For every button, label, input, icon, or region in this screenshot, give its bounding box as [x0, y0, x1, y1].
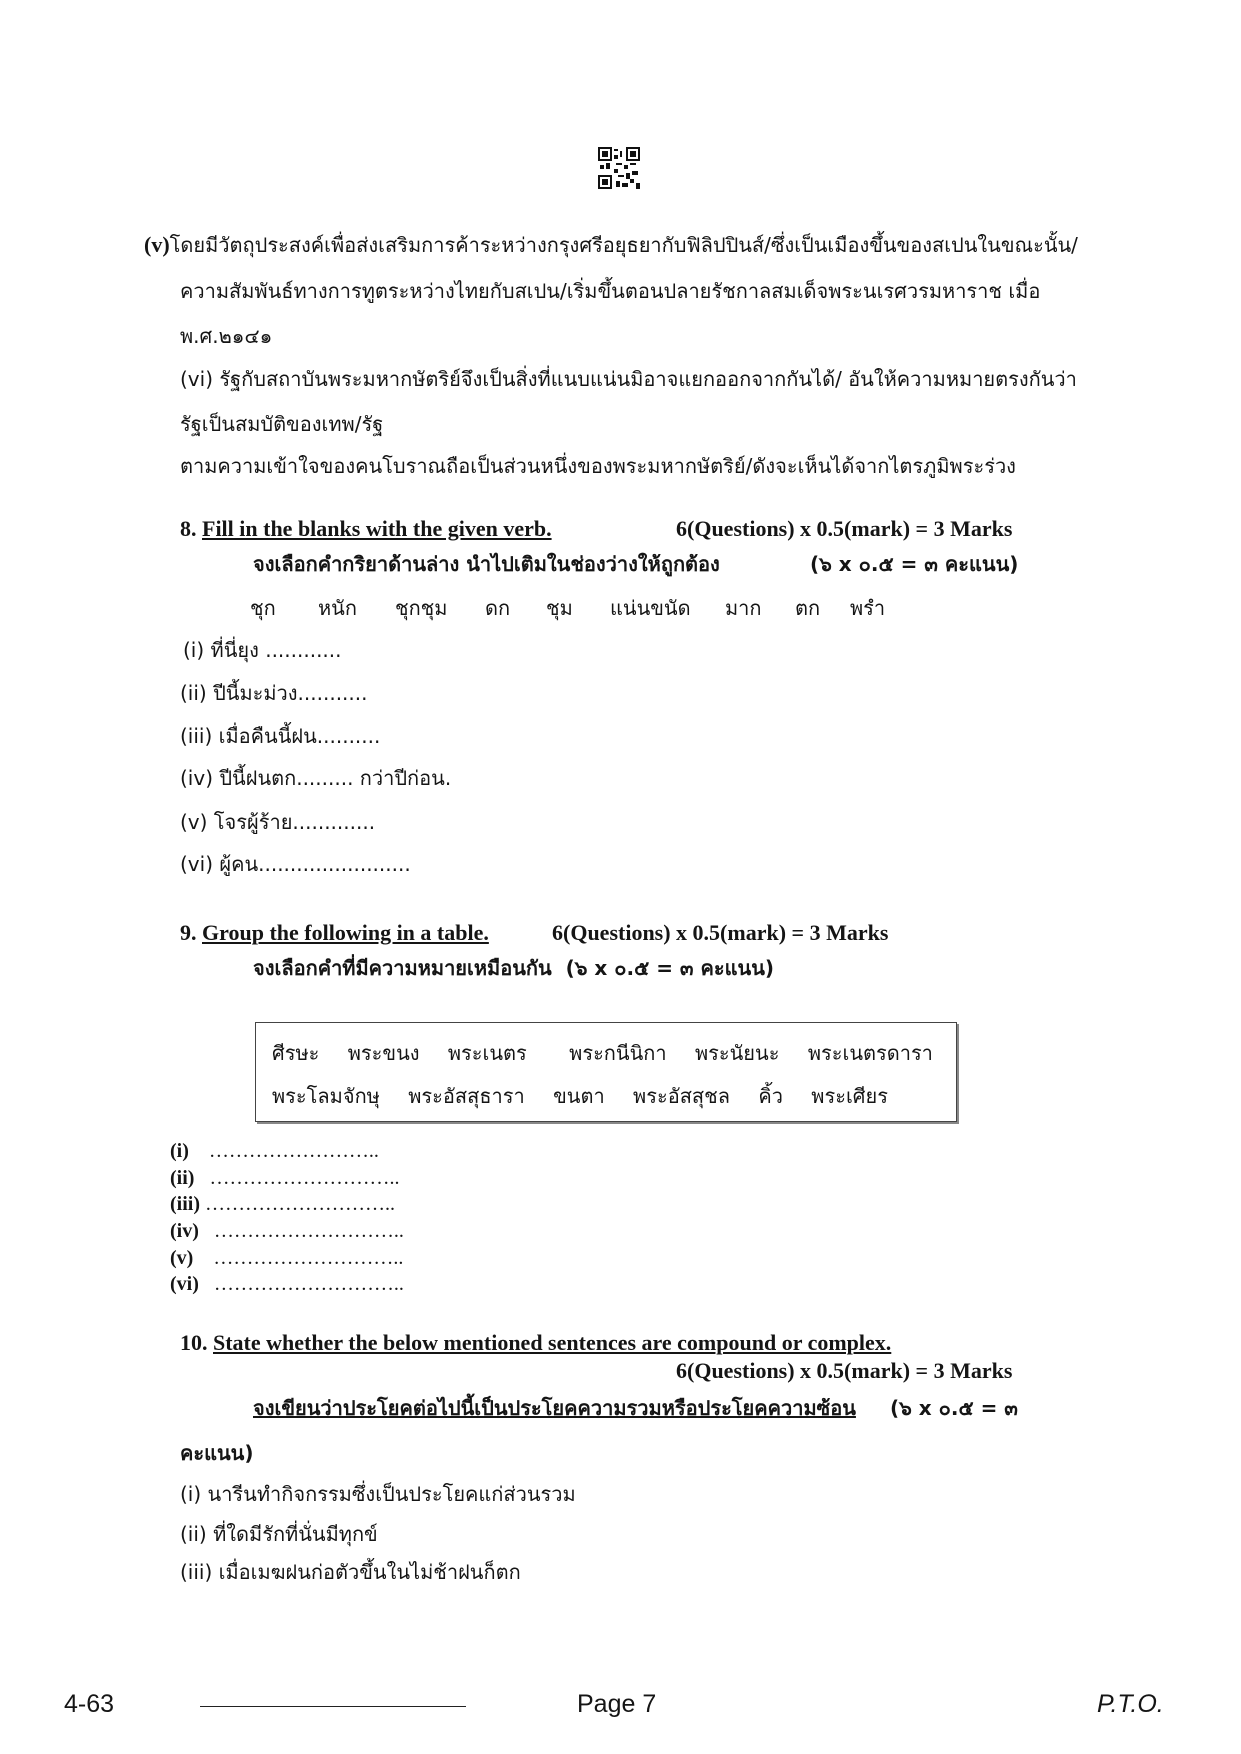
- q9-heading: [180, 920, 489, 946]
- q9-box-word: พระเศียร: [811, 1084, 888, 1108]
- q8-word: พรำ: [850, 596, 886, 620]
- answer-vi-line-3: ตามความเข้าใจของคนโบราณถือเป็นส่วนหนึ่งของพระมหากษัตริย์/ดังจะเห็นได้จากไตรภูมิพระร่วง: [180, 454, 1016, 478]
- q9-blank-row: (vi) ………………………..: [170, 1273, 404, 1295]
- q9-box-word: ศีรษะ: [272, 1041, 320, 1065]
- footer-page-number: Page 7: [577, 1690, 657, 1718]
- q9-box-row-2: [272, 1080, 910, 1112]
- q9-title: Group the following in a table.: [202, 920, 489, 945]
- q8-title: Fill in the blanks with the given verb.: [202, 516, 552, 541]
- q8-word: ชุม: [546, 596, 573, 620]
- q9-word-box: [255, 1022, 957, 1122]
- q8-word: ชุก: [250, 596, 276, 620]
- q10-thai-marks-cont: คะแนน): [180, 1441, 254, 1465]
- q10-number: 10.: [180, 1330, 208, 1355]
- q9-number: 9.: [180, 920, 197, 945]
- q9-box-word: พระอัสสุชล: [633, 1084, 730, 1108]
- answer-v-line-1: (v)โดยมีวัตถุประสงค์เพื่อส่งเสริมการค้าระหว่างกรุงศรีอยุธยากับฟิลิปปินส์/ซึ่งเป็นเมืองขึ้นของสเปนในขณะนั้น/: [144, 232, 1078, 257]
- answer-v-line-3: พ.ศ.๒๑๔๑: [180, 324, 273, 348]
- q9-blank-row: (i) ……………………..: [170, 1140, 379, 1162]
- q10-item: (iii) เมื่อเมฆฝนก่อตัวขึ้นในไม่ช้าฝนก็ตก: [180, 1560, 521, 1584]
- q8-marks: 6(Questions) x 0.5(mark) = 3 Marks: [676, 516, 1013, 541]
- q8-item: (vi) ผู้คน........................: [180, 852, 411, 876]
- footer-rule: [200, 1706, 466, 1707]
- footer-code: 4-63: [64, 1690, 115, 1718]
- q9-box-word: พระอัสสุธารา: [408, 1084, 525, 1108]
- q8-word: มาก: [725, 596, 762, 620]
- footer-pto: P.T.O.: [1097, 1690, 1164, 1718]
- answer-vi-line-1: (vi) รัฐกับสถาบันพระมหากษัตริย์จึงเป็นสิ่งที่แนบแน่นมิอาจแยกออกจากกันได้/ อันให้ความหมายตรงกันว่า: [180, 367, 1077, 391]
- q8-heading: [180, 516, 552, 542]
- q9-blank-row: (iv) ………………………..: [170, 1220, 404, 1242]
- q10-thai-marks: (๖ x ๐.๕ = ๓: [890, 1396, 1018, 1420]
- q8-thai-marks: (๖ x ๐.๕ = ๓ คะแนน): [810, 552, 1019, 576]
- q10-title: State whether the below mentioned sentences are compound or complex.: [213, 1330, 892, 1355]
- q8-word: หนัก: [318, 596, 357, 620]
- q10-item: (i) นารีนทำกิจกรรมซึ่งเป็นประโยคแก่ส่วนรวม: [180, 1482, 576, 1506]
- q10-marks: 6(Questions) x 0.5(mark) = 3 Marks: [676, 1358, 1013, 1383]
- q10-heading: [180, 1330, 891, 1356]
- q8-thai-instruction: จงเลือกคำกริยาด้านล่าง นำไปเติมในช่องว่างให้ถูกต้อง: [253, 552, 720, 576]
- q9-box-word: พระเนตร: [447, 1041, 527, 1065]
- q9-box-word: ขนตา: [553, 1084, 605, 1108]
- q9-box-word: พระกนีนิกา: [569, 1041, 667, 1065]
- answer-v-label: (v): [144, 232, 170, 257]
- q8-item: (v) โจรผู้ร้าย.............: [180, 810, 376, 834]
- q9-box-word: คิ้ว: [758, 1084, 783, 1108]
- q10-thai-instruction: จงเขียนว่าประโยคต่อไปนี้เป็นประโยคความรวมหรือประโยคความซ้อน: [253, 1396, 856, 1420]
- q9-blank-row: (ii) ………………………..: [170, 1167, 400, 1189]
- q9-box-word: พระขนง: [347, 1041, 420, 1065]
- qr-code-icon: [598, 147, 640, 189]
- q8-item: (iii) เมื่อคืนนี้ฝน..........: [180, 724, 381, 748]
- q8-item: (iv) ปีนี้ฝนตก......... กว่าปีก่อน.: [180, 766, 452, 790]
- answer-v-line-2: ความสัมพันธ์ทางการทูตระหว่างไทยกับสเปน/เริ่มขึ้นตอนปลายรัชกาลสมเด็จพระนเรศวรมหาราช เมื่อ: [180, 279, 1041, 303]
- q9-marks: 6(Questions) x 0.5(mark) = 3 Marks: [552, 920, 889, 945]
- q9-thai-instruction: จงเลือกคำที่มีความหมายเหมือนกัน (๖ x ๐.๕ = ๓ คะแนน): [253, 956, 775, 980]
- q8-word: ตก: [795, 596, 821, 620]
- q9-thai-marks: (๖ x ๐.๕ = ๓ คะแนน): [565, 956, 775, 980]
- q8-item: (i) ที่นี่ยุง ............: [183, 638, 342, 662]
- q9-blank-row: (iii) ………………………..: [170, 1193, 395, 1215]
- answer-vi-line-2: รัฐเป็นสมบัติของเทพ/รัฐ: [180, 412, 384, 436]
- q9-box-word: พระเนตรดารา: [807, 1041, 933, 1065]
- q9-box-word: พระโลมจักษุ: [272, 1084, 380, 1108]
- q10-item: (ii) ที่ใดมีรักที่นั่นมีทุกข์: [180, 1522, 378, 1546]
- q9-blank-row: (v) ………………………..: [170, 1247, 404, 1269]
- q8-word: ชุกชุม: [395, 596, 448, 620]
- q8-item: (ii) ปีนี้มะม่วง...........: [180, 681, 368, 705]
- q8-number: 8.: [180, 516, 197, 541]
- q8-word: แน่นขนัด: [610, 596, 691, 620]
- q9-box-word: พระนัยนะ: [694, 1041, 780, 1065]
- q9-box-row-1: [272, 1037, 955, 1069]
- q8-word: ดก: [485, 596, 511, 620]
